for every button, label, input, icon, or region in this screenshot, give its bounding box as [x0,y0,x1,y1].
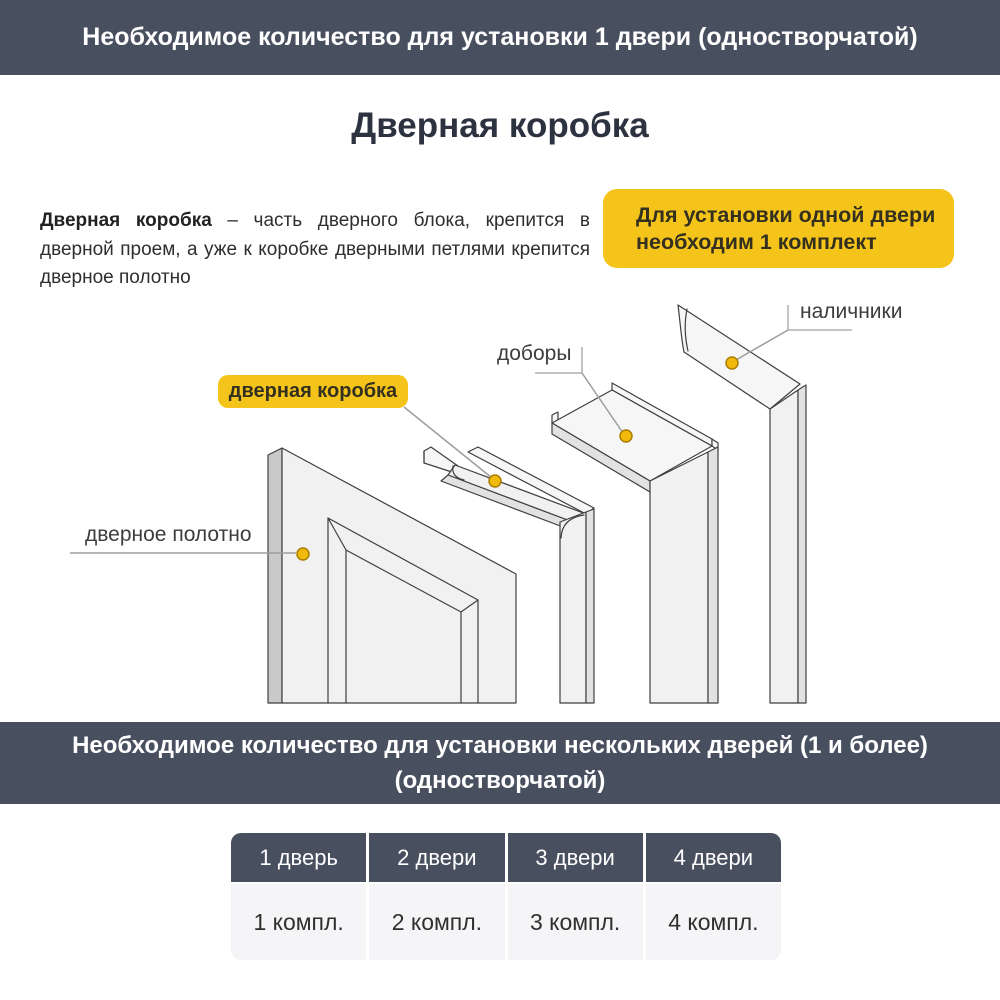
label-leaf: дверное полотно [85,523,252,546]
quantity-table [231,833,781,960]
top-banner [0,0,1000,75]
kit-badge-line2: необходим 1 комплект [636,229,877,254]
kit-requirement-badge [603,189,954,268]
intro-lead: Дверная коробка [40,210,212,231]
table-value-cell: 2 компл. [369,884,504,960]
casing-leader-line [736,330,788,360]
bottom-banner-line1: Необходимое количество для установки нескольких дверей (1 и более) [72,732,928,759]
table-value-cell: 1 компл. [231,884,366,960]
marker-dot-extensions [620,430,632,442]
marker-dot-frame [489,475,501,487]
marker-dot-casing [726,357,738,369]
bottom-banner-line2: (одностворчатой) [394,767,606,794]
marker-dot-leaf [297,548,309,560]
table-header-cell: 1 дверь [231,833,366,882]
bottom-banner [0,722,1000,804]
label-extensions: доборы [497,342,572,365]
table-value-cell: 4 компл. [646,884,781,960]
label-frame-badge: дверная коробка [218,375,408,408]
top-banner-text: Необходимое количество для установки 1 двери (одностворчатой) [82,23,918,51]
label-casing: наличники [800,300,903,323]
table-header-cell: 2 двери [369,833,504,882]
door-exploded-diagram [0,280,1000,725]
intro-text: – часть дверного блока, крепится в дверной проем, а уже к коробке дверными петлями крепится дверное полотно [40,210,590,288]
table-header-cell: 3 двери [508,833,643,882]
page-title: Дверная коробка [351,106,649,145]
table-header-cell: 4 двери [646,833,781,882]
table-value-cell: 3 компл. [508,884,643,960]
kit-badge-line1: Для установки одной двери [636,202,936,227]
